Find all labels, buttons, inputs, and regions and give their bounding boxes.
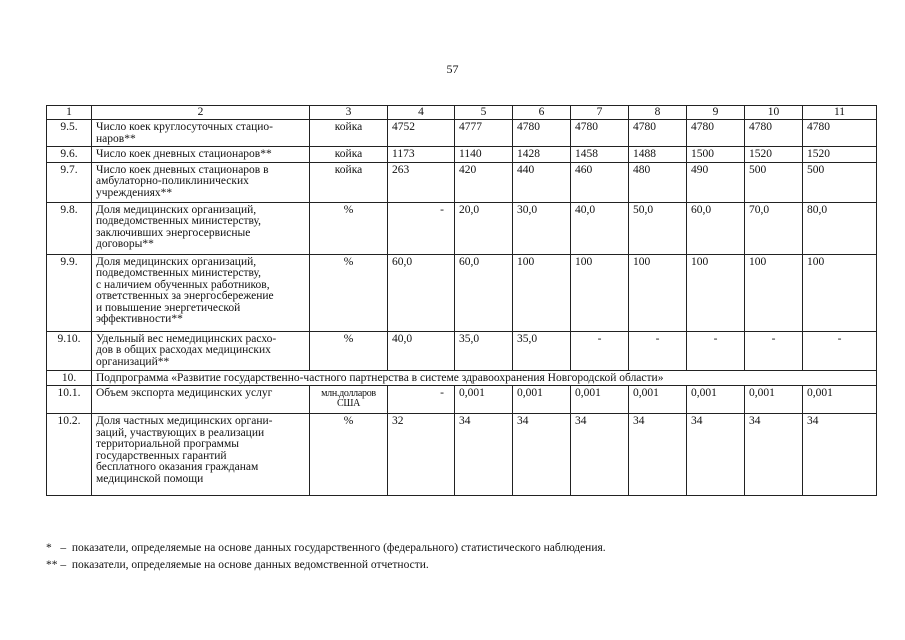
value-cell: 32	[388, 414, 455, 496]
value-cell: 4780	[629, 120, 687, 147]
unit: млн.долларов США	[310, 386, 388, 414]
value-cell: 1173	[388, 147, 455, 163]
row-number: 9.5.	[47, 120, 92, 147]
value-cell: 1428	[513, 147, 571, 163]
value-cell: 0,001	[513, 386, 571, 414]
indicator-name: Доля медицинских организаций, подведомственных министерству, заключивших энергосервисные договоры**	[92, 202, 310, 254]
value-cell: 490	[687, 162, 745, 202]
indicator-name: Объем экспорта медицинских услуг	[92, 386, 310, 414]
value-cell: 34	[455, 414, 513, 496]
value-cell: 34	[803, 414, 877, 496]
value-cell: 460	[571, 162, 629, 202]
value-cell: 0,001	[687, 386, 745, 414]
unit: койка	[310, 147, 388, 163]
footnote-departmental: ** – показатели, определяемые на основе данных ведомственной отчетности.	[46, 559, 429, 571]
value-cell: 100	[803, 254, 877, 331]
table-row	[47, 162, 877, 202]
value-cell: -	[388, 202, 455, 254]
subprogram-title: Подпрограмма «Развитие государственно-частного партнерства в системе здравоохранения Новгородской области»	[92, 370, 877, 386]
indicator-name: Число коек круглосуточных стацио- наров**	[92, 120, 310, 147]
header-cell: 4	[388, 106, 455, 120]
table-row	[47, 120, 877, 147]
row-number: 10.	[47, 370, 92, 386]
value-cell: 100	[629, 254, 687, 331]
value-cell: 34	[513, 414, 571, 496]
value-cell: 500	[745, 162, 803, 202]
header-cell: 7	[571, 106, 629, 120]
value-cell: 80,0	[803, 202, 877, 254]
row-number: 9.6.	[47, 147, 92, 163]
header-cell: 11	[803, 106, 877, 120]
value-cell: 420	[455, 162, 513, 202]
value-cell: 40,0	[571, 202, 629, 254]
row-number: 10.1.	[47, 386, 92, 414]
value-cell: 35,0	[455, 331, 513, 370]
value-cell: 100	[513, 254, 571, 331]
footnote-federal: * – показатели, определяемые на основе данных государственного (федерального) статистического наблюдения.	[46, 542, 606, 554]
value-cell: 1458	[571, 147, 629, 163]
page-number: 57	[446, 62, 459, 76]
value-cell: 20,0	[455, 202, 513, 254]
value-cell: 30,0	[513, 202, 571, 254]
table-row	[47, 414, 877, 496]
value-cell: 4780	[513, 120, 571, 147]
value-cell: 0,001	[571, 386, 629, 414]
unit: %	[310, 331, 388, 370]
header-cell: 1	[47, 106, 92, 120]
table-row	[47, 202, 877, 254]
value-cell: 60,0	[388, 254, 455, 331]
value-cell: -	[388, 386, 455, 414]
value-cell: 34	[571, 414, 629, 496]
value-cell: 35,0	[513, 331, 571, 370]
subprogram-row	[47, 370, 877, 386]
value-cell: 0,001	[455, 386, 513, 414]
value-cell: 100	[745, 254, 803, 331]
table-row	[47, 254, 877, 331]
value-cell: 1488	[629, 147, 687, 163]
indicators-table	[46, 105, 877, 496]
value-cell: -	[745, 331, 803, 370]
row-number: 9.7.	[47, 162, 92, 202]
table-row	[47, 331, 877, 370]
row-number: 10.2.	[47, 414, 92, 496]
value-cell: 1140	[455, 147, 513, 163]
header-cell: 9	[687, 106, 745, 120]
value-cell: 440	[513, 162, 571, 202]
value-cell: -	[687, 331, 745, 370]
header-row	[47, 106, 877, 120]
value-cell: 60,0	[455, 254, 513, 331]
row-number: 9.8.	[47, 202, 92, 254]
header-cell: 6	[513, 106, 571, 120]
value-cell: 1500	[687, 147, 745, 163]
value-cell: 100	[571, 254, 629, 331]
value-cell: 34	[745, 414, 803, 496]
footnotes	[46, 540, 606, 574]
value-cell: 4752	[388, 120, 455, 147]
header-cell: 10	[745, 106, 803, 120]
table-row	[47, 147, 877, 163]
value-cell: 34	[629, 414, 687, 496]
indicator-name: Число коек дневных стационаров**	[92, 147, 310, 163]
unit: %	[310, 202, 388, 254]
table-row	[47, 386, 877, 414]
value-cell: -	[571, 331, 629, 370]
value-cell: 40,0	[388, 331, 455, 370]
value-cell: 4780	[687, 120, 745, 147]
unit: %	[310, 254, 388, 331]
value-cell: 4780	[745, 120, 803, 147]
value-cell: -	[629, 331, 687, 370]
header-cell: 3	[310, 106, 388, 120]
unit: койка	[310, 162, 388, 202]
value-cell: 1520	[745, 147, 803, 163]
value-cell: 34	[687, 414, 745, 496]
value-cell: 0,001	[803, 386, 877, 414]
row-number: 9.10.	[47, 331, 92, 370]
row-number: 9.9.	[47, 254, 92, 331]
value-cell: 70,0	[745, 202, 803, 254]
value-cell: -	[803, 331, 877, 370]
header-cell: 8	[629, 106, 687, 120]
value-cell: 0,001	[745, 386, 803, 414]
value-cell: 0,001	[629, 386, 687, 414]
header-cell: 2	[92, 106, 310, 120]
header-cell: 5	[455, 106, 513, 120]
value-cell: 4777	[455, 120, 513, 147]
indicator-name: Доля частных медицинских органи- заций, участвующих в реализации территориальной программы государственных гарантий бесплатного оказания гражданам медицинской помощи	[92, 414, 310, 496]
indicator-name: Число коек дневных стационаров в амбулаторно-поликлинических учреждениях**	[92, 162, 310, 202]
value-cell: 60,0	[687, 202, 745, 254]
unit: койка	[310, 120, 388, 147]
unit: %	[310, 414, 388, 496]
value-cell: 100	[687, 254, 745, 331]
indicator-name: Удельный вес немедицинских расхо- дов в общих расходах медицинских организаций**	[92, 331, 310, 370]
value-cell: 1520	[803, 147, 877, 163]
value-cell: 480	[629, 162, 687, 202]
value-cell: 4780	[571, 120, 629, 147]
value-cell: 263	[388, 162, 455, 202]
value-cell: 500	[803, 162, 877, 202]
indicator-name: Доля медицинских организаций, подведомственных министерству, с наличием обученных работников, ответственных за энергосбережение и повышение энергетической эффективности**	[92, 254, 310, 331]
value-cell: 4780	[803, 120, 877, 147]
value-cell: 50,0	[629, 202, 687, 254]
